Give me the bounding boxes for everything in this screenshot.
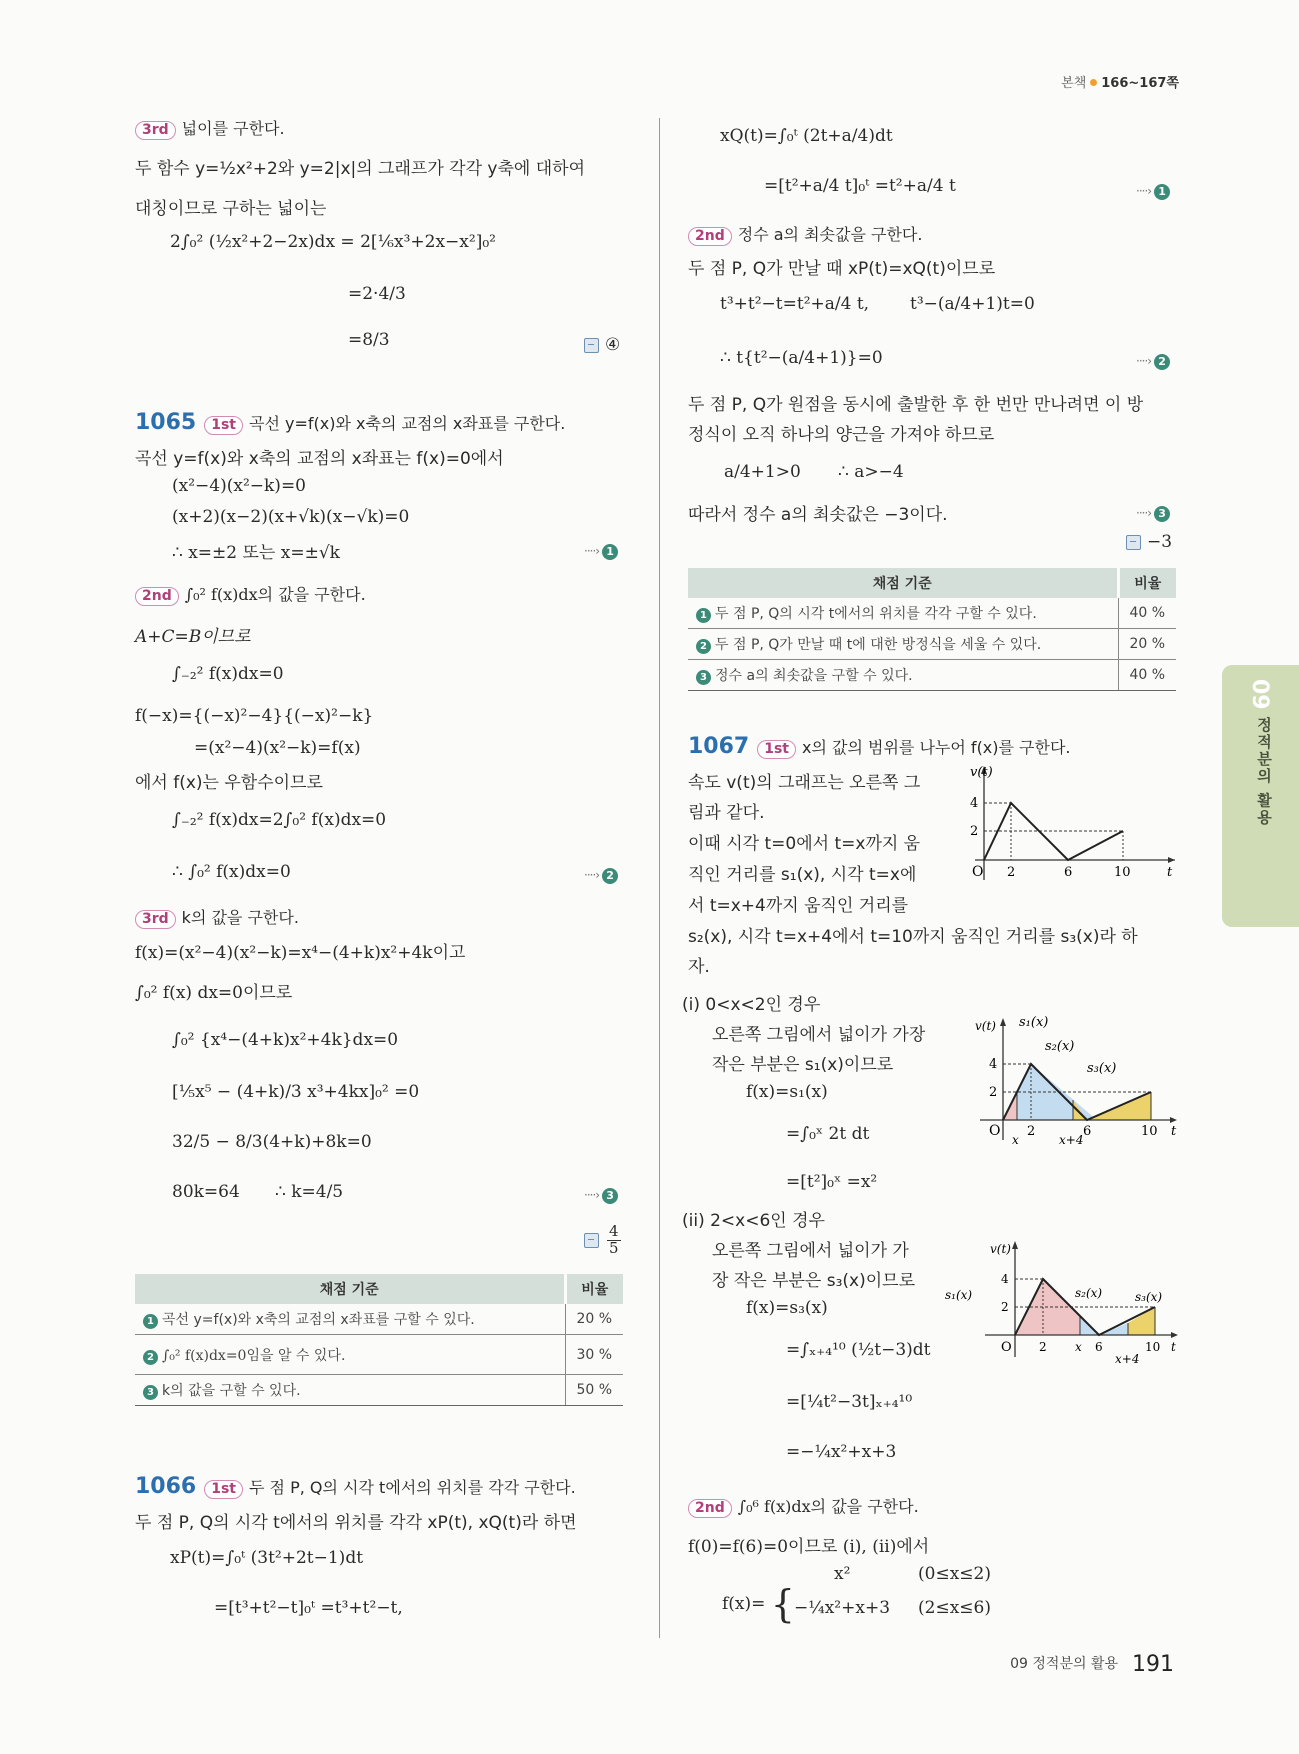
svg-text:s₂(x): s₂(x) [1045,1039,1075,1054]
step-badge: 1st [204,416,243,435]
svg-text:2: 2 [970,824,979,839]
chapter-number: 09 [1247,679,1272,710]
step-badge: 3rd [135,121,176,140]
piece1-expr: x² [834,1564,851,1584]
answer [1126,532,1172,552]
table-header-criteria: 채점 기준 [688,568,1118,598]
table-header-criteria: 채점 기준 [135,1274,565,1304]
step-heading [688,1494,919,1518]
equation: =8/3 [348,330,390,350]
svg-text:10: 10 [1145,1340,1161,1354]
step-title: 넓이를 구한다. [181,119,285,138]
problem-1066-heading [135,1474,576,1499]
text-line: 장 작은 부분은 s₃(x)이므로 [712,1271,916,1291]
step-heading [135,582,366,606]
answer-icon [1126,535,1141,550]
step-heading [688,222,922,246]
equation: =∫ₓ₊₄¹⁰ (½t−3)dt [786,1340,931,1360]
svg-text:x+4: x+4 [1115,1352,1140,1366]
step-marker: ····› 2 [584,864,618,884]
svg-text:s₃(x): s₃(x) [1087,1061,1117,1076]
text-line: A+C=B이므로 [135,627,251,647]
step-badge: 1st [204,1480,243,1499]
text-line: 서 t=x+4까지 움직인 거리를 [688,896,909,916]
page-range: 166~167쪽 [1101,76,1179,91]
column-divider [659,118,660,1638]
answer-icon [584,338,599,353]
equation: ∫₀² f(x) dx=0이므로 [135,983,293,1003]
step-badge: 2nd [135,587,179,606]
equation: a/4+1>0 [724,462,801,482]
step-badge: 3rd [135,910,176,929]
marker-badge: 1 [1154,184,1170,200]
step-title: ∫₀⁶ f(x)dx의 값을 구한다. [737,1497,919,1516]
chapter-side-tab [1222,665,1299,927]
text-line: 직인 거리를 s₁(x), 시각 t=x에 [688,865,917,885]
svg-text:s₁(x): s₁(x) [945,1288,973,1302]
answer-icon [584,1233,599,1248]
answer-value: ④ [605,335,621,355]
svg-text:t: t [1171,1124,1177,1139]
equation: ∴ ∫₀² f(x)dx=0 [172,862,291,882]
equation: 80k=64 [172,1182,240,1202]
book-label: 본책 [1061,76,1087,91]
svg-text:t: t [1167,865,1173,880]
table-row: 1 두 점 P, Q의 시각 t에서의 위치를 각각 구할 수 있다. 40 % [688,598,1176,629]
marker-badge: 2 [602,868,618,884]
problem-number: 1067 [688,734,750,759]
svg-text:2: 2 [1027,1124,1036,1139]
text-line: 오른쪽 그림에서 넓이가 가장 [712,1025,926,1045]
equation: ∫₀² {x⁴−(4+k)x²+4k}dx=0 [172,1030,399,1050]
text-line: 작은 부분은 s₁(x)이므로 [712,1055,894,1075]
equation: =(x²−4)(x²−k)=f(x) [194,738,361,758]
problem-1065-heading [135,410,565,435]
text-line: 두 점 P, Q가 원점을 동시에 출발한 후 한 번만 만나려면 이 방 [688,395,1144,415]
piecewise-lhs: f(x)= { [722,1582,795,1626]
svg-text:4: 4 [989,1057,998,1072]
svg-text:4: 4 [970,796,979,811]
svg-text:x+4: x+4 [1059,1133,1084,1145]
equation: =[t³+t²−t]₀ᵗ =t³+t²−t, [214,1598,403,1618]
svg-text:6: 6 [1064,865,1073,880]
equation: 2∫₀² (½x²+2−2x)dx = 2[⅙x³+2x−x²]₀² [170,232,496,252]
marker-badge: 1 [602,544,618,560]
equation: f(x)=s₃(x) [746,1298,828,1318]
answer [584,335,620,355]
answer-value: −3 [1147,532,1173,552]
problem-number: 1066 [135,1474,197,1499]
step-heading [135,116,285,140]
equation: (x+2)(x−2)(x+√k)(x−√k)=0 [172,507,410,527]
text-line: 곡선 y=f(x)와 x축의 교점의 x좌표는 f(x)=0에서 [135,449,504,469]
footer-chapter: 09 정적분의 활용 [1010,1656,1118,1672]
svg-text:2: 2 [989,1085,998,1100]
table-row: 3 k의 값을 구할 수 있다. 50 % [135,1375,623,1406]
equation: =∫₀ˣ 2t dt [786,1124,870,1144]
equation: f(x)=s₁(x) [746,1082,828,1102]
area-graph-case1 [975,1010,1180,1145]
text-line: f(0)=f(6)=0이므로 (i), (ii)에서 [688,1537,930,1557]
table-header-ratio: 비율 [1118,568,1176,598]
piece2-cond: (2≤x≤6) [918,1598,991,1618]
page-footer [1010,1652,1174,1677]
svg-text:10: 10 [1141,1124,1158,1139]
table-row: 2 ∫₀² f(x)dx=0임을 알 수 있다. 30 % [135,1335,623,1375]
text-line: 두 점 P, Q가 만날 때 xP(t)=xQ(t)이므로 [688,259,996,279]
piece1-cond: (0≤x≤2) [918,1564,991,1584]
problem-1067-heading [688,734,1071,759]
equation: =[t²+a/4 t]₀ᵗ =t²+a/4 t [764,176,956,196]
equation: xP(t)=∫₀ᵗ (3t²+2t−1)dt [170,1548,364,1568]
svg-text:s₁(x): s₁(x) [1019,1015,1049,1030]
svg-text:O: O [989,1123,1001,1139]
page-number: 191 [1132,1652,1174,1677]
equation: =−¼x²+x+3 [786,1442,897,1462]
marker-badge: 3 [602,1188,618,1204]
svg-text:4: 4 [1001,1272,1009,1286]
svg-text:s₂(x): s₂(x) [1075,1286,1103,1300]
equation: [⅕x⁵ − (4+k)/3 x³+4kx]₀² =0 [172,1082,420,1102]
text-line: 이때 시각 t=0에서 t=x까지 움 [688,834,921,854]
equation: ∫₋₂² f(x)dx=0 [172,664,284,684]
step-badge: 2nd [688,1499,732,1518]
equation: t³+t²−t=t²+a/4 t, [720,294,870,314]
table-row: 2 두 점 P, Q가 만날 때 t에 대한 방정식을 세울 수 있다. 20 % [688,629,1176,660]
text-line: 대칭이므로 구하는 넓이는 [135,199,327,219]
step-badge: 2nd [688,227,732,246]
equation: 32/5 − 8/3(4+k)+8k=0 [172,1132,372,1152]
marker-badge: 2 [1154,354,1170,370]
velocity-graph [970,760,1180,890]
answer [584,1224,623,1257]
step-marker: ····› 2 [1136,350,1170,370]
step-marker: ····› 3 [584,1184,618,1204]
svg-text:t: t [1171,1340,1176,1354]
svg-text:v(t): v(t) [990,1242,1011,1256]
step-title: k의 값을 구한다. [181,908,299,927]
equation: (x²−4)(x²−k)=0 [172,476,306,496]
table-header-ratio: 비율 [565,1274,623,1304]
scoring-table-1065 [135,1274,623,1406]
equation: f(−x)={(−x)²−4}{(−x)²−k} [135,706,374,726]
equation: ∴ k=4/5 [275,1182,344,1202]
svg-text:6: 6 [1083,1124,1092,1139]
equation: =2·4/3 [348,284,406,304]
text-line: 따라서 정수 a의 최솟값은 −3이다. [688,505,948,525]
step-title: 두 점 P, Q의 시각 t에서의 위치를 각각 구한다. [249,1478,576,1497]
equation: ∴ x=±2 또는 x=±√k [172,543,340,563]
step-heading [135,905,299,929]
svg-text:x: x [1012,1133,1019,1145]
scoring-table-1066 [688,568,1176,691]
bullet-dot-icon [1090,79,1097,86]
step-marker: ····› 1 [1136,180,1170,200]
text-line: 에서 f(x)는 우함수이므로 [135,773,323,793]
text-line: 정식이 오직 하나의 양근을 가져야 하므로 [688,425,995,445]
step-title: 곡선 y=f(x)와 x축의 교점의 x좌표를 구한다. [249,414,566,433]
equation: ∴ t{t²−(a/4+1)}=0 [720,348,883,368]
text-line: 두 점 P, Q의 시각 t에서의 위치를 각각 xP(t), xQ(t)라 하면 [135,1513,577,1533]
equation: ∴ a>−4 [838,462,904,482]
svg-text:6: 6 [1095,1340,1103,1354]
step-badge: 1st [757,740,796,759]
case-title: (i) 0<x<2인 경우 [682,995,821,1015]
step-title: x의 값의 범위를 나누어 f(x)를 구한다. [802,738,1071,757]
svg-text:v(t): v(t) [975,1019,996,1033]
equation: ∫₋₂² f(x)dx=2∫₀² f(x)dx=0 [172,810,387,830]
text-line: 자. [688,957,710,977]
text-line: 림과 같다. [688,803,765,823]
step-title: ∫₀² f(x)dx의 값을 구한다. [184,585,366,604]
svg-text:x: x [1075,1340,1082,1354]
svg-text:s₃(x): s₃(x) [1135,1290,1163,1304]
page-header [1061,72,1179,91]
step-title: 정수 a의 최솟값을 구한다. [737,225,923,244]
equation: f(x)=(x²−4)(x²−k)=x⁴−(4+k)x²+4k이고 [135,943,466,963]
chapter-title: 정적분의 활용 [1255,717,1273,827]
area-graph-case2 [945,1235,1180,1370]
step-marker: ····› 3 [1136,502,1170,522]
problem-number: 1065 [135,410,197,435]
svg-text:2: 2 [1039,1340,1047,1354]
svg-text:O: O [972,864,984,880]
text-line: 두 함수 y=½x²+2와 y=2|x|의 그래프가 각각 y축에 대하여 [135,159,585,179]
equation: =[t²]₀ˣ =x² [786,1172,878,1192]
text-line: 속도 v(t)의 그래프는 오른쪽 그 [688,773,921,793]
svg-text:10: 10 [1114,865,1131,880]
table-row: 1 곡선 y=f(x)와 x축의 교점의 x좌표를 구할 수 있다. 20 % [135,1304,623,1335]
svg-text:2: 2 [1007,865,1016,880]
svg-text:v(t): v(t) [970,765,993,780]
text-line: s₂(x), 시각 t=x+4에서 t=10까지 움직인 거리를 s₃(x)라 하 [688,927,1138,947]
answer-fraction: $\frac{4}{5}$ [609,1222,619,1257]
text-line: 오른쪽 그림에서 넓이가 가 [712,1241,909,1261]
equation: xQ(t)=∫₀ᵗ (2t+a/4)dt [720,126,893,146]
marker-badge: 3 [1154,506,1170,522]
table-row: 3 정수 a의 최솟값을 구할 수 있다. 40 % [688,660,1176,691]
svg-text:O: O [1001,1340,1012,1355]
equation: t³−(a/4+1)t=0 [910,294,1035,314]
svg-text:2: 2 [1001,1300,1009,1314]
piece2-expr: −¼x²+x+3 [794,1598,891,1618]
step-marker: ····› 1 [584,540,618,560]
equation: =[¼t²−3t]ₓ₊₄¹⁰ [786,1392,913,1412]
case-title: (ii) 2<x<6인 경우 [682,1211,825,1231]
